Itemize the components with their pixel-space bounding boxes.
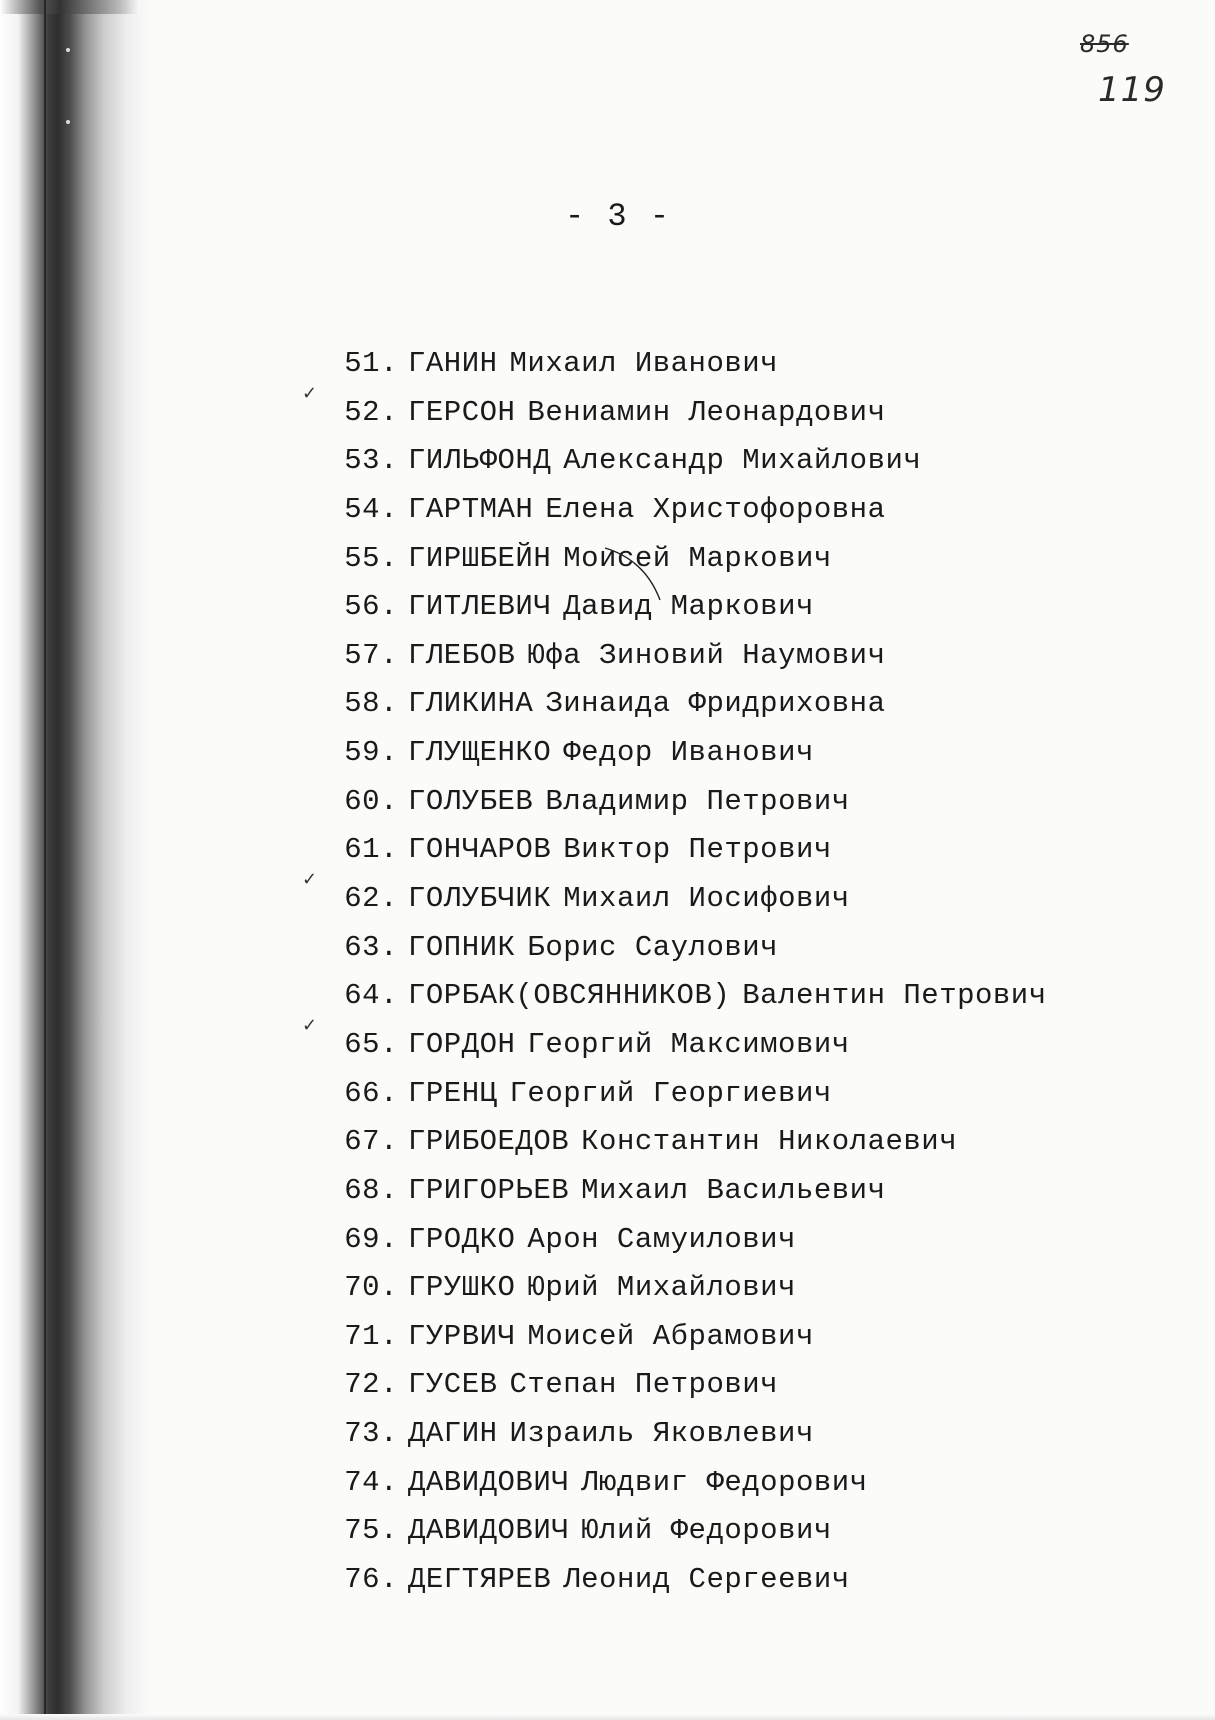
list-item	[320, 1167, 1047, 1216]
list-item	[320, 1070, 1047, 1119]
entry-number: 58.	[344, 687, 398, 721]
list-item	[320, 972, 1047, 1021]
check-mark-icon: ✓	[302, 1014, 318, 1036]
entry-surname: ГРИГОРЬЕВ	[408, 1173, 570, 1207]
entry-number: 73.	[344, 1417, 398, 1451]
list-item	[320, 1556, 1047, 1605]
entry-given-names: Валентин Петрович	[742, 979, 1047, 1013]
check-mark-icon: ✓	[302, 869, 318, 891]
entry-surname: ГУРВИЧ	[408, 1319, 516, 1353]
entry-number: 55.	[344, 541, 398, 575]
entry-number: 62.	[344, 882, 398, 916]
list-item	[320, 729, 1047, 778]
entry-number: 74.	[344, 1465, 398, 1499]
entry-surname: ГОЛУБЕВ	[408, 784, 534, 818]
entry-given-names: Виктор Петрович	[563, 833, 832, 867]
entry-surname: ГРЕНЦ	[408, 1076, 498, 1110]
list-item	[320, 778, 1047, 827]
entry-surname: ГИТЛЕВИЧ	[408, 590, 552, 624]
page-number: - 3 -	[565, 198, 672, 235]
list-item	[320, 924, 1047, 973]
binding-hole	[66, 120, 70, 124]
list-item	[320, 1118, 1047, 1167]
entry-surname: ГУСЕВ	[408, 1368, 498, 1402]
entry-number: 57.	[344, 638, 398, 672]
entry-number: 72.	[344, 1368, 398, 1402]
entry-given-names: Михаил Иосифович	[563, 882, 850, 916]
entry-given-names: Михаил Васильевич	[581, 1173, 886, 1207]
entry-number: 68.	[344, 1173, 398, 1207]
entry-number: 65.	[344, 1027, 398, 1061]
page-bottom-edge	[0, 1714, 1215, 1720]
check-mark-icon: ✓	[302, 382, 318, 404]
list-item	[302, 1014, 1047, 1070]
entry-number: 53.	[344, 444, 398, 478]
entry-given-names: Людвиг Федорович	[581, 1465, 868, 1499]
list-item	[320, 1410, 1047, 1459]
entry-given-names: Георгий Георгиевич	[509, 1076, 832, 1110]
list-item	[320, 1361, 1047, 1410]
entry-surname: ГРУШКО	[408, 1271, 516, 1305]
entry-given-names: Моисей Абрамович	[527, 1319, 814, 1353]
entry-surname: ДАВИДОВИЧ	[408, 1514, 570, 1548]
binding-hole	[66, 48, 70, 52]
entry-given-names: Юфа Зиновий Наумович	[527, 638, 886, 672]
entry-given-names: Михаил Иванович	[509, 347, 779, 380]
entry-surname: ДАВИДОВИЧ	[408, 1465, 570, 1499]
folio-number-old: 856	[1080, 30, 1129, 58]
entry-surname: ДЕГТЯРЕВ	[408, 1563, 552, 1597]
entry-surname: ГОНЧАРОВ	[408, 833, 552, 867]
list-item	[320, 1216, 1047, 1265]
entry-given-names: Юлий Федорович	[581, 1514, 832, 1548]
list-item	[320, 632, 1047, 681]
entry-surname: ГИРШБЕЙН	[408, 541, 552, 575]
list-item	[320, 1507, 1047, 1556]
entry-given-names: Арон Самуилович	[527, 1222, 796, 1256]
list-item	[302, 382, 1047, 438]
entry-number: 64.	[344, 979, 398, 1013]
entry-surname: ГЛУЩЕНКО	[408, 736, 552, 770]
entry-number: 54.	[344, 492, 398, 526]
list-item	[320, 486, 1047, 535]
entry-surname: ГЛИКИНА	[408, 687, 534, 721]
entry-number: 51.	[344, 347, 398, 380]
entry-surname: ДАГИН	[408, 1417, 498, 1451]
entry-given-names: Владимир Петрович	[545, 784, 850, 818]
list-item	[320, 1264, 1047, 1313]
entry-given-names: Вениамин Леонардович	[527, 395, 886, 429]
list-item	[320, 340, 1047, 389]
entry-given-names: Израиль Яковлевич	[509, 1417, 814, 1451]
entry-number: 61.	[344, 833, 398, 867]
entry-given-names: Степан Петрович	[509, 1368, 779, 1402]
entry-given-names: Александр Михайлович	[563, 444, 922, 478]
entry-surname: ГАРТМАН	[408, 492, 534, 526]
entry-number: 66.	[344, 1076, 398, 1110]
entry-number: 69.	[344, 1222, 398, 1256]
entry-surname: ГИЛЬФОНД	[408, 444, 552, 478]
entry-surname: ГРИБОЕДОВ	[408, 1125, 570, 1159]
entry-number: 70.	[344, 1271, 398, 1305]
binding-edge-line	[44, 0, 46, 1720]
list-item	[320, 535, 1047, 584]
entry-surname: ГОПНИК	[408, 930, 516, 964]
entry-given-names: Георгий Максимович	[527, 1027, 850, 1061]
entry-surname: ГОРДОН	[408, 1027, 516, 1061]
entry-surname: ГОРБАК(ОВСЯННИКОВ)	[408, 979, 731, 1013]
entry-number: 56.	[344, 590, 398, 624]
entry-number: 76.	[344, 1563, 398, 1597]
entry-given-names: Зинаида Фридриховна	[545, 687, 886, 721]
entry-surname: ГРОДКО	[408, 1222, 516, 1256]
list-item	[320, 826, 1047, 875]
entry-number: 52.	[344, 395, 398, 429]
list-item	[320, 583, 1047, 632]
entry-number: 60.	[344, 784, 398, 818]
entry-number: 75.	[344, 1514, 398, 1548]
entry-surname: ГЕРСОН	[408, 395, 516, 429]
list-item	[320, 1459, 1047, 1508]
entry-given-names: Юрий Михайлович	[527, 1271, 796, 1305]
list-item	[320, 437, 1047, 486]
entry-number: 63.	[344, 930, 398, 964]
list-item	[320, 1313, 1047, 1362]
entry-given-names: Леонид Сергеевич	[563, 1563, 850, 1597]
entry-given-names: Борис Саулович	[527, 930, 779, 964]
entry-number: 59.	[344, 736, 398, 770]
entry-number: 71.	[344, 1319, 398, 1353]
name-list	[302, 340, 1047, 1605]
list-item	[302, 869, 1047, 924]
entry-number: 67.	[344, 1125, 398, 1159]
entry-given-names: Константин Николаевич	[581, 1125, 958, 1159]
entry-given-names: Давид Маркович	[563, 590, 814, 624]
folio-number-new: 119	[1098, 70, 1166, 110]
entry-surname: ГАНИН	[408, 347, 498, 380]
binding-shadow-top	[0, 0, 140, 14]
entry-given-names: Федор Иванович	[563, 736, 814, 770]
entry-given-names: Елена Христофоровна	[545, 492, 886, 526]
list-item	[320, 680, 1047, 729]
entry-surname: ГОЛУБЧИК	[408, 882, 552, 916]
entry-surname: ГЛЕБОВ	[408, 638, 516, 672]
entry-given-names: Моисей Маркович	[563, 541, 832, 575]
binding-shadow	[0, 0, 150, 1720]
